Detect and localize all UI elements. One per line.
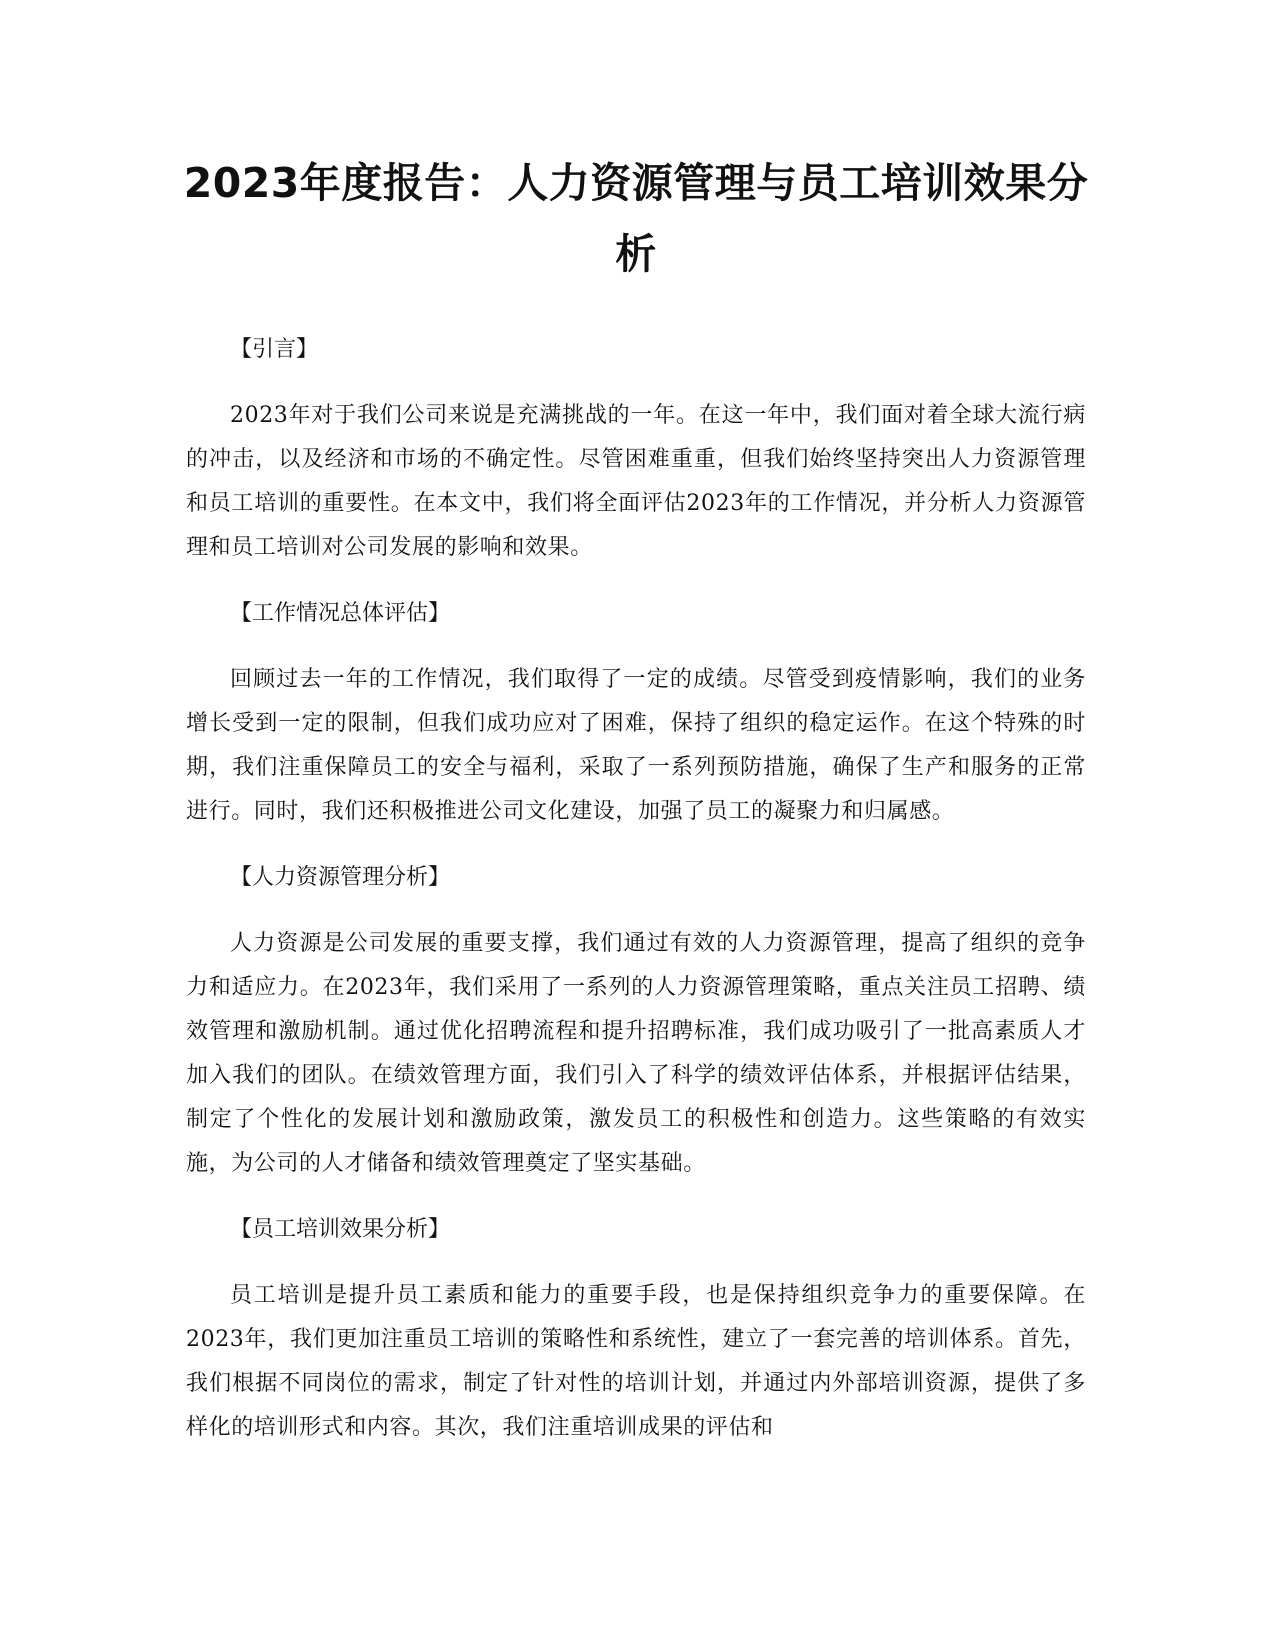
spacer — [186, 636, 1086, 658]
section-body-introduction: 2023年对于我们公司来说是充满挑战的一年。在这一年中，我们面对着全球大流行病的冲击，以及经济和市场的不确定性。尽管困难重重，但我们始终坚持突出人力资源管理和员工培训的重要性。在本文中，我们将全面评估2023年的工作情况，并分析人力资源管理和员工培训对公司发展的影响和效果。 — [186, 403, 1086, 560]
spacer — [186, 834, 1086, 856]
document-title: 2023年度报告：人力资源管理与员工培训效果分析 — [183, 159, 1089, 278]
spacer — [186, 900, 1086, 922]
spacer — [186, 1252, 1086, 1274]
section-heading-training-effect: 【员工培训效果分析】 — [230, 1217, 451, 1242]
spacer — [186, 290, 1086, 328]
section-heading-overall-evaluation: 【工作情况总体评估】 — [230, 601, 451, 626]
spacer — [186, 570, 1086, 592]
section-heading-hr-management: 【人力资源管理分析】 — [230, 865, 451, 890]
spacer — [186, 1186, 1086, 1208]
spacer — [186, 372, 1086, 394]
document-page — [183, 148, 1089, 1450]
section-body-hr-management: 人力资源是公司发展的重要支撑，我们通过有效的人力资源管理，提高了组织的竞争力和适应力。在2023年，我们采用了一系列的人力资源管理策略，重点关注员工招聘、绩效管理和激励机制。通过优化招聘流程和提升招聘标准，我们成功吸引了一批高素质人才加入我们的团队。在绩效管理方面，我们引入了科学的绩效评估体系，并根据评估结果，制定了个性化的发展计划和激励政策，激发员工的积极性和创造力。这些策略的有效实施，为公司的人才储备和绩效管理奠定了坚实基础。 — [186, 931, 1086, 1176]
section-body-overall-evaluation: 回顾过去一年的工作情况，我们取得了一定的成绩。尽管受到疫情影响，我们的业务增长受到一定的限制，但我们成功应对了困难，保持了组织的稳定运作。在这个特殊的时期，我们注重保障员工的安全与福利，采取了一系列预防措施，确保了生产和服务的正常进行。同时，我们还积极推进公司文化建设，加强了员工的凝聚力和归属感。 — [186, 667, 1086, 824]
section-heading-introduction: 【引言】 — [230, 337, 319, 362]
section-body-training-effect: 员工培训是提升员工素质和能力的重要手段，也是保持组织竞争力的重要保障。在2023年，我们更加注重员工培训的策略性和系统性，建立了一套完善的培训体系。首先，我们根据不同岗位的需求，制定了针对性的培训计划，并通过内外部培训资源，提供了多样化的培训形式和内容。其次，我们注重培训成果的评估和 — [186, 1283, 1086, 1440]
